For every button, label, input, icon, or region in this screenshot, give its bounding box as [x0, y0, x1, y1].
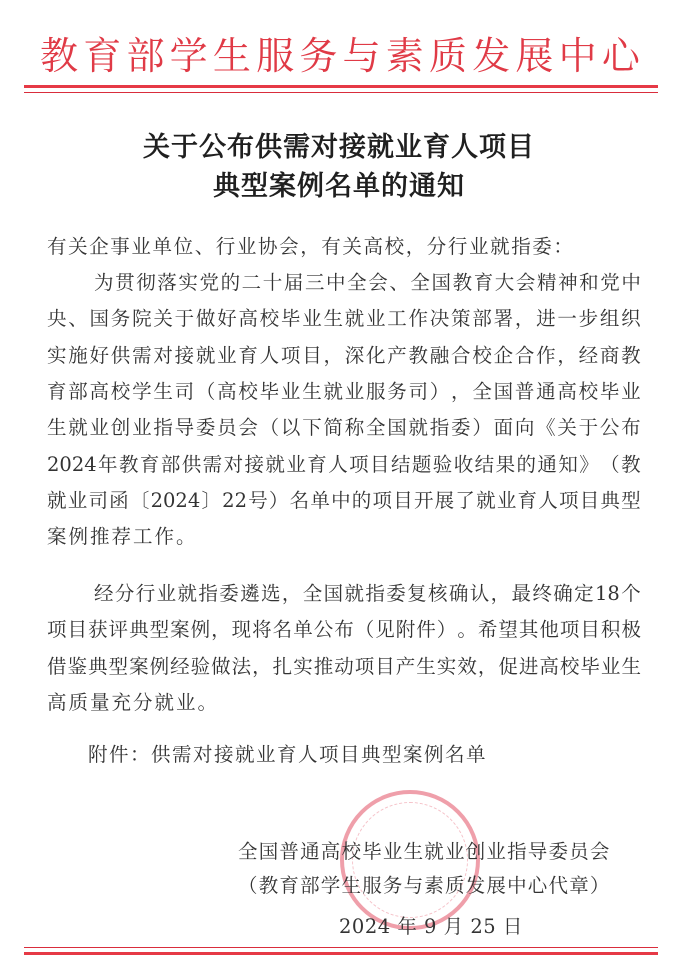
paragraph-line: 案例推荐工作。 [47, 525, 198, 549]
masthead-char: 展 [515, 34, 554, 78]
paragraph-line: 实 施 好 供 需 对 接 就 业 育 人 项 目 ， 深 化 产 教 融 合 校 企 合 作 ， 经 商 教 [47, 343, 641, 367]
masthead-char: 发 [472, 34, 511, 78]
masthead-char: 生 [212, 34, 251, 78]
signature-org: 全国普通高校毕业生就业创业指导委员会 [238, 840, 611, 863]
masthead-rule-thick [24, 85, 658, 88]
attachment-note: 附件：供需对接就业育人项目典型案例名单 [88, 743, 488, 766]
paragraph-line: 就 业 司 函 〔 2024 〕 22 号 ） 名 单 中 的 项 目 开 展 了 就 业 育 人 项 目 典 型 [47, 488, 641, 512]
signature-date: 2024 年 9 月 25 日 [339, 915, 523, 938]
masthead-char: 部 [126, 34, 165, 78]
signature-proxy: （教育部学生服务与素质发展中心代章） [238, 874, 611, 897]
footer-rule-thin [24, 947, 658, 948]
masthead-rule-thin [24, 92, 658, 93]
masthead-char: 素 [385, 34, 424, 78]
footer-rule-thick [24, 952, 658, 955]
paragraph-line: 央 、 国 务 院 关 于 做 好 高 校 毕 业 生 就 业 工 作 决 策 部 署 ， 进 一 步 组 织 [47, 307, 641, 331]
masthead-char: 质 [428, 34, 467, 78]
paragraph-line: 2024 年 教 育 部 供 需 对 接 就 业 育 人 项 目 结 题 验 收 结 果 的 通 知 》 （ 教 [47, 452, 641, 476]
masthead-char: 服 [256, 34, 295, 78]
masthead-char: 中 [558, 34, 597, 78]
paragraph-line: 育 部 高 校 学 生 司 （ 高 校 毕 业 生 就 业 服 务 司 ） ， 全 国 普 通 高 校 毕 业 [47, 379, 641, 403]
document-title-line-1: 关于公布供需对接就业育人项目 [143, 132, 535, 163]
masthead-title [0, 30, 678, 82]
paragraph-line: 生 就 业 创 业 指 导 委 员 会 （ 以 下 简 称 全 国 就 指 委 ） 面 向 《 关 于 公 布 [47, 416, 641, 440]
document-title-line-2: 典型案例名单的通知 [213, 171, 465, 202]
masthead-char: 务 [299, 34, 338, 78]
paragraph-line: 经 分 行 业 就 指 委 遴 选 ， 全 国 就 指 委 复 核 确 认 ， 最 终 确 定 18 个 [94, 582, 641, 605]
masthead-char: 教 [40, 34, 79, 78]
masthead-char: 与 [342, 34, 381, 78]
salutation: 有关企事业单位、行业协会，有关高校，分行业就指委： [47, 235, 575, 258]
masthead-char: 育 [83, 34, 122, 78]
paragraph-line: 项 目 获 评 典 型 案 例 ， 现 将 名 单 公 布 （ 见 附 件 ） 。 希 望 其 他 项 目 积 极 [47, 618, 641, 642]
masthead-char: 心 [601, 34, 640, 78]
paragraph-line: 为 贯 彻 落 实 党 的 二 十 届 三 中 全 会 、 全 国 教 育 大 会 精 神 和 党 中 [94, 271, 641, 294]
masthead-char: 学 [169, 34, 208, 78]
paragraph-line: 借 鉴 典 型 案 例 经 验 做 法 ， 扎 实 推 动 项 目 产 生 实 效 ， 促 进 高 校 毕 业 生 [47, 654, 641, 678]
paragraph-line: 高质量充分就业。 [47, 690, 220, 714]
